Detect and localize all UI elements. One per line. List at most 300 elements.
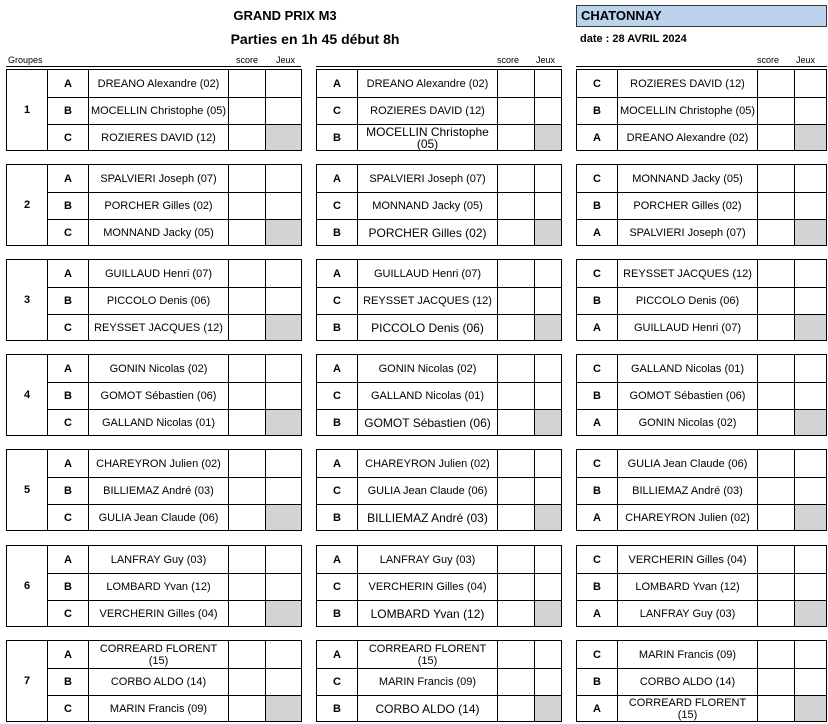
table-row bbox=[577, 124, 826, 150]
player-letter: A bbox=[317, 165, 358, 192]
score-cell[interactable] bbox=[229, 260, 266, 287]
player-letter: C bbox=[48, 505, 89, 530]
score-cell[interactable] bbox=[229, 220, 266, 245]
score-cell[interactable] bbox=[498, 193, 535, 219]
score-cell[interactable] bbox=[229, 546, 266, 573]
jeux-cell bbox=[266, 220, 301, 245]
jeux-cell[interactable] bbox=[535, 355, 561, 382]
jeux-cell[interactable] bbox=[535, 193, 561, 219]
score-cell[interactable] bbox=[229, 574, 266, 600]
player-letter: A bbox=[577, 315, 618, 340]
score-cell[interactable] bbox=[758, 98, 795, 124]
score-cell[interactable] bbox=[498, 410, 535, 435]
score-cell[interactable] bbox=[498, 641, 535, 668]
round-3-table bbox=[576, 69, 827, 151]
score-cell[interactable] bbox=[758, 669, 795, 695]
table-row bbox=[577, 260, 826, 287]
table-row bbox=[317, 668, 561, 695]
score-cell[interactable] bbox=[498, 98, 535, 124]
score-cell[interactable] bbox=[498, 669, 535, 695]
table-row bbox=[48, 70, 301, 97]
score-cell[interactable] bbox=[229, 383, 266, 409]
player-name: BILLIEMAZ André (03) bbox=[89, 478, 229, 504]
jeux-cell[interactable] bbox=[795, 546, 826, 573]
player-name: BILLIEMAZ André (03) bbox=[358, 505, 498, 530]
player-letter: A bbox=[317, 260, 358, 287]
jeux-cell[interactable] bbox=[266, 193, 301, 219]
player-letter: B bbox=[317, 125, 358, 150]
player-letter: A bbox=[48, 260, 89, 287]
jeux-cell[interactable] bbox=[266, 260, 301, 287]
jeux-cell[interactable] bbox=[535, 383, 561, 409]
player-name: VERCHERIN Gilles (04) bbox=[89, 601, 229, 626]
jeux-cell[interactable] bbox=[535, 450, 561, 477]
jeux-cell[interactable] bbox=[266, 383, 301, 409]
jeux-cell bbox=[266, 410, 301, 435]
table-row bbox=[48, 695, 301, 721]
score-cell[interactable] bbox=[758, 478, 795, 504]
score-cell[interactable] bbox=[498, 450, 535, 477]
table-row bbox=[317, 124, 561, 150]
player-letter: B bbox=[48, 288, 89, 314]
player-name: MOCELLIN Christophe (05) bbox=[358, 125, 498, 150]
table-row bbox=[577, 287, 826, 314]
player-name: LOMBARD Yvan (12) bbox=[89, 574, 229, 600]
jeux-cell[interactable] bbox=[266, 288, 301, 314]
table-row bbox=[317, 409, 561, 435]
jeux-cell[interactable] bbox=[795, 383, 826, 409]
score-cell[interactable] bbox=[758, 125, 795, 150]
player-name: REYSSET JACQUES (12) bbox=[89, 315, 229, 340]
player-letter: C bbox=[577, 450, 618, 477]
jeux-cell bbox=[535, 505, 561, 530]
jeux-cell[interactable] bbox=[535, 165, 561, 192]
score-cell[interactable] bbox=[758, 383, 795, 409]
table-row bbox=[48, 314, 301, 340]
score-cell[interactable] bbox=[498, 288, 535, 314]
score-cell[interactable] bbox=[498, 546, 535, 573]
table-row bbox=[317, 504, 561, 530]
score-cell[interactable] bbox=[229, 355, 266, 382]
score-cell[interactable] bbox=[229, 98, 266, 124]
score-cell[interactable] bbox=[498, 383, 535, 409]
score-cell[interactable] bbox=[229, 669, 266, 695]
score-cell[interactable] bbox=[758, 288, 795, 314]
score-cell[interactable] bbox=[758, 601, 795, 626]
player-name: LANFRAY Guy (03) bbox=[618, 601, 758, 626]
table-row bbox=[577, 668, 826, 695]
table-row bbox=[577, 97, 826, 124]
jeux-cell[interactable] bbox=[795, 450, 826, 477]
player-letter: A bbox=[48, 165, 89, 192]
jeux-cell bbox=[535, 315, 561, 340]
round-1-table bbox=[47, 449, 302, 531]
jeux-cell[interactable] bbox=[535, 70, 561, 97]
player-letter: B bbox=[317, 315, 358, 340]
score-cell[interactable] bbox=[229, 696, 266, 721]
round-1-table bbox=[47, 259, 302, 341]
table-row bbox=[48, 504, 301, 530]
jeux-cell[interactable] bbox=[795, 574, 826, 600]
round-3-table bbox=[576, 545, 827, 627]
round-1-table bbox=[47, 69, 302, 151]
player-name: CORREARD FLORENT (15) bbox=[358, 641, 498, 668]
table-row bbox=[577, 382, 826, 409]
score-cell[interactable] bbox=[758, 410, 795, 435]
score-cell[interactable] bbox=[758, 315, 795, 340]
player-name: GONIN Nicolas (02) bbox=[618, 410, 758, 435]
player-letter: C bbox=[577, 70, 618, 97]
player-name: MOCELLIN Christophe (05) bbox=[89, 98, 229, 124]
jeux-cell[interactable] bbox=[795, 98, 826, 124]
player-letter: A bbox=[48, 546, 89, 573]
group-number: 6 bbox=[6, 545, 47, 627]
jeux-cell[interactable] bbox=[535, 478, 561, 504]
player-letter: A bbox=[577, 505, 618, 530]
player-name: CORREARD FLORENT (15) bbox=[89, 641, 229, 668]
player-letter: B bbox=[48, 193, 89, 219]
score-cell[interactable] bbox=[229, 288, 266, 314]
group-number: 1 bbox=[6, 69, 47, 151]
score-cell[interactable] bbox=[758, 220, 795, 245]
jeux-cell[interactable] bbox=[266, 165, 301, 192]
score-cell[interactable] bbox=[498, 355, 535, 382]
player-name: CHAREYRON Julien (02) bbox=[89, 450, 229, 477]
player-letter: C bbox=[317, 574, 358, 600]
table-row bbox=[317, 450, 561, 477]
player-letter: C bbox=[48, 315, 89, 340]
score-header-3: score bbox=[757, 55, 780, 65]
table-row bbox=[317, 165, 561, 192]
jeux-cell[interactable] bbox=[535, 641, 561, 668]
player-name: MARIN Francis (09) bbox=[89, 696, 229, 721]
group-number: 5 bbox=[6, 449, 47, 531]
player-letter: A bbox=[317, 641, 358, 668]
groupes-header: Groupes bbox=[8, 55, 43, 65]
table-row bbox=[48, 641, 301, 668]
score-cell[interactable] bbox=[758, 546, 795, 573]
player-name: GOMOT Sébastien (06) bbox=[618, 383, 758, 409]
round-2-table bbox=[316, 259, 562, 341]
score-cell[interactable] bbox=[229, 165, 266, 192]
score-cell[interactable] bbox=[758, 70, 795, 97]
table-row bbox=[317, 97, 561, 124]
score-cell[interactable] bbox=[498, 601, 535, 626]
player-name: DREANO Alexandre (02) bbox=[89, 70, 229, 97]
jeux-cell[interactable] bbox=[795, 165, 826, 192]
table-row bbox=[577, 70, 826, 97]
player-name: GUILLAUD Henri (07) bbox=[89, 260, 229, 287]
jeux-cell[interactable] bbox=[535, 98, 561, 124]
score-cell[interactable] bbox=[229, 70, 266, 97]
table-row bbox=[577, 546, 826, 573]
jeux-cell bbox=[795, 315, 826, 340]
jeux-cell bbox=[795, 125, 826, 150]
player-name: BILLIEMAZ André (03) bbox=[618, 478, 758, 504]
score-cell[interactable] bbox=[229, 601, 266, 626]
group-number: 3 bbox=[6, 259, 47, 341]
jeux-cell bbox=[795, 696, 826, 721]
jeux-cell bbox=[535, 410, 561, 435]
player-letter: A bbox=[317, 450, 358, 477]
score-cell[interactable] bbox=[498, 165, 535, 192]
round-2-table bbox=[316, 164, 562, 246]
event-date: date : 28 AVRIL 2024 bbox=[580, 33, 687, 45]
score-cell[interactable] bbox=[758, 355, 795, 382]
player-letter: C bbox=[577, 546, 618, 573]
player-letter: A bbox=[48, 641, 89, 668]
player-name: LANFRAY Guy (03) bbox=[358, 546, 498, 573]
header-rule-3 bbox=[576, 66, 827, 67]
group-2 bbox=[6, 164, 827, 246]
player-name: PORCHER Gilles (02) bbox=[89, 193, 229, 219]
tournament-title: GRAND PRIX M3 bbox=[233, 8, 337, 23]
jeux-cell bbox=[266, 315, 301, 340]
table-row bbox=[577, 219, 826, 245]
jeux-cell[interactable] bbox=[266, 669, 301, 695]
round-3-table bbox=[576, 259, 827, 341]
table-row bbox=[577, 504, 826, 530]
jeux-cell[interactable] bbox=[795, 193, 826, 219]
jeux-cell[interactable] bbox=[266, 98, 301, 124]
player-name: CHAREYRON Julien (02) bbox=[358, 450, 498, 477]
round-3-table bbox=[576, 449, 827, 531]
header-rule-1 bbox=[6, 66, 301, 67]
player-name: CORBO ALDO (14) bbox=[618, 669, 758, 695]
player-name: REYSSET JACQUES (12) bbox=[358, 288, 498, 314]
table-row bbox=[48, 165, 301, 192]
table-row bbox=[317, 314, 561, 340]
player-letter: B bbox=[317, 410, 358, 435]
jeux-cell[interactable] bbox=[266, 355, 301, 382]
player-letter: A bbox=[317, 355, 358, 382]
score-cell[interactable] bbox=[229, 450, 266, 477]
player-letter: B bbox=[317, 696, 358, 721]
score-cell[interactable] bbox=[498, 70, 535, 97]
group-1 bbox=[6, 69, 827, 151]
jeux-cell[interactable] bbox=[795, 70, 826, 97]
score-cell[interactable] bbox=[758, 193, 795, 219]
score-cell[interactable] bbox=[498, 125, 535, 150]
score-cell[interactable] bbox=[758, 505, 795, 530]
player-name: GUILLAUD Henri (07) bbox=[358, 260, 498, 287]
player-name: SPALVIERI Joseph (07) bbox=[358, 165, 498, 192]
table-row bbox=[48, 409, 301, 435]
score-cell[interactable] bbox=[229, 410, 266, 435]
table-row bbox=[577, 573, 826, 600]
score-cell[interactable] bbox=[758, 641, 795, 668]
player-name: GALLAND Nicolas (01) bbox=[358, 383, 498, 409]
jeux-cell bbox=[535, 125, 561, 150]
table-row bbox=[48, 97, 301, 124]
round-2-table bbox=[316, 449, 562, 531]
table-row bbox=[577, 641, 826, 668]
jeux-cell[interactable] bbox=[535, 260, 561, 287]
score-cell[interactable] bbox=[498, 315, 535, 340]
round-1-table bbox=[47, 640, 302, 722]
player-name: PICCOLO Denis (06) bbox=[358, 315, 498, 340]
jeux-cell[interactable] bbox=[795, 260, 826, 287]
player-letter: C bbox=[317, 193, 358, 219]
player-letter: A bbox=[577, 696, 618, 721]
score-cell[interactable] bbox=[229, 125, 266, 150]
jeux-cell bbox=[795, 410, 826, 435]
jeux-cell[interactable] bbox=[266, 546, 301, 573]
group-4 bbox=[6, 354, 827, 436]
player-name: ROZIERES DAVID (12) bbox=[89, 125, 229, 150]
player-letter: B bbox=[577, 193, 618, 219]
table-row bbox=[317, 260, 561, 287]
round-1-table bbox=[47, 545, 302, 627]
group-3 bbox=[6, 259, 827, 341]
table-row bbox=[48, 260, 301, 287]
table-row bbox=[577, 192, 826, 219]
player-name: CORREARD FLORENT (15) bbox=[618, 696, 758, 721]
score-cell[interactable] bbox=[498, 478, 535, 504]
jeux-cell bbox=[535, 601, 561, 626]
jeux-cell bbox=[795, 505, 826, 530]
round-2-table bbox=[316, 69, 562, 151]
player-name: PICCOLO Denis (06) bbox=[618, 288, 758, 314]
player-name: GALLAND Nicolas (01) bbox=[618, 355, 758, 382]
score-cell[interactable] bbox=[498, 220, 535, 245]
player-name: GULIA Jean Claude (06) bbox=[618, 450, 758, 477]
group-number: 7 bbox=[6, 640, 47, 722]
table-row bbox=[48, 600, 301, 626]
player-letter: C bbox=[317, 383, 358, 409]
player-letter: B bbox=[577, 288, 618, 314]
player-name: MARIN Francis (09) bbox=[358, 669, 498, 695]
table-row bbox=[317, 477, 561, 504]
player-letter: B bbox=[48, 669, 89, 695]
player-name: GOMOT Sébastien (06) bbox=[89, 383, 229, 409]
player-letter: B bbox=[48, 98, 89, 124]
jeux-cell[interactable] bbox=[266, 478, 301, 504]
player-name: VERCHERIN Gilles (04) bbox=[618, 546, 758, 573]
group-number: 2 bbox=[6, 164, 47, 246]
score-cell[interactable] bbox=[498, 260, 535, 287]
player-name: DREANO Alexandre (02) bbox=[618, 125, 758, 150]
jeux-cell[interactable] bbox=[266, 574, 301, 600]
jeux-cell bbox=[795, 220, 826, 245]
group-5 bbox=[6, 449, 827, 531]
player-letter: C bbox=[48, 125, 89, 150]
player-name: ROZIERES DAVID (12) bbox=[358, 98, 498, 124]
score-header-2: score bbox=[497, 55, 520, 65]
jeux-cell[interactable] bbox=[795, 355, 826, 382]
table-row bbox=[48, 287, 301, 314]
jeux-cell[interactable] bbox=[795, 669, 826, 695]
jeux-cell[interactable] bbox=[795, 478, 826, 504]
jeux-cell bbox=[266, 505, 301, 530]
score-cell[interactable] bbox=[758, 260, 795, 287]
player-letter: C bbox=[317, 669, 358, 695]
player-name: GOMOT Sébastien (06) bbox=[358, 410, 498, 435]
player-letter: B bbox=[577, 98, 618, 124]
player-name: MONNAND Jacky (05) bbox=[89, 220, 229, 245]
jeux-header-1: Jeux bbox=[276, 55, 296, 65]
player-letter: A bbox=[577, 125, 618, 150]
player-letter: B bbox=[577, 669, 618, 695]
player-letter: C bbox=[317, 98, 358, 124]
jeux-cell bbox=[795, 601, 826, 626]
jeux-cell bbox=[535, 220, 561, 245]
score-header-1: score bbox=[236, 55, 259, 65]
score-cell[interactable] bbox=[498, 574, 535, 600]
player-letter: A bbox=[48, 450, 89, 477]
player-letter: B bbox=[317, 601, 358, 626]
player-name: LOMBARD Yvan (12) bbox=[618, 574, 758, 600]
round-1-table bbox=[47, 164, 302, 246]
jeux-cell[interactable] bbox=[795, 288, 826, 314]
player-letter: C bbox=[317, 288, 358, 314]
table-row bbox=[48, 450, 301, 477]
player-name: MARIN Francis (09) bbox=[618, 641, 758, 668]
player-name: MONNAND Jacky (05) bbox=[618, 165, 758, 192]
player-name: GONIN Nicolas (02) bbox=[358, 355, 498, 382]
player-letter: B bbox=[317, 505, 358, 530]
group-number: 4 bbox=[6, 354, 47, 436]
jeux-cell[interactable] bbox=[535, 669, 561, 695]
table-row bbox=[317, 192, 561, 219]
score-cell[interactable] bbox=[498, 505, 535, 530]
player-letter: B bbox=[317, 220, 358, 245]
score-cell[interactable] bbox=[758, 574, 795, 600]
jeux-cell bbox=[535, 696, 561, 721]
jeux-cell[interactable] bbox=[535, 546, 561, 573]
player-letter: C bbox=[48, 696, 89, 721]
score-cell[interactable] bbox=[229, 641, 266, 668]
table-row bbox=[317, 641, 561, 668]
player-letter: B bbox=[48, 383, 89, 409]
score-cell[interactable] bbox=[229, 193, 266, 219]
player-name: DREANO Alexandre (02) bbox=[358, 70, 498, 97]
table-row bbox=[317, 382, 561, 409]
score-cell[interactable] bbox=[498, 696, 535, 721]
jeux-cell[interactable] bbox=[535, 574, 561, 600]
jeux-cell[interactable] bbox=[535, 288, 561, 314]
score-cell[interactable] bbox=[758, 450, 795, 477]
jeux-cell bbox=[266, 696, 301, 721]
score-cell[interactable] bbox=[758, 165, 795, 192]
jeux-cell[interactable] bbox=[266, 70, 301, 97]
score-cell[interactable] bbox=[229, 315, 266, 340]
player-name: REYSSET JACQUES (12) bbox=[618, 260, 758, 287]
group-7 bbox=[6, 640, 827, 722]
table-row bbox=[317, 600, 561, 626]
jeux-cell bbox=[266, 601, 301, 626]
jeux-cell[interactable] bbox=[266, 450, 301, 477]
round-2-table bbox=[316, 640, 562, 722]
player-letter: A bbox=[577, 410, 618, 435]
schedule-subtitle: Parties en 1h 45 début 8h bbox=[230, 31, 400, 47]
player-letter: B bbox=[577, 383, 618, 409]
table-row bbox=[317, 573, 561, 600]
player-name: VERCHERIN Gilles (04) bbox=[358, 574, 498, 600]
score-cell[interactable] bbox=[229, 478, 266, 504]
jeux-header-3: Jeux bbox=[796, 55, 816, 65]
player-letter: C bbox=[48, 601, 89, 626]
player-letter: C bbox=[577, 165, 618, 192]
player-name: GULIA Jean Claude (06) bbox=[89, 505, 229, 530]
jeux-cell[interactable] bbox=[795, 641, 826, 668]
player-name: PICCOLO Denis (06) bbox=[89, 288, 229, 314]
score-cell[interactable] bbox=[229, 505, 266, 530]
score-cell[interactable] bbox=[758, 696, 795, 721]
jeux-cell[interactable] bbox=[266, 641, 301, 668]
jeux-cell bbox=[266, 125, 301, 150]
player-name: CORBO ALDO (14) bbox=[358, 696, 498, 721]
